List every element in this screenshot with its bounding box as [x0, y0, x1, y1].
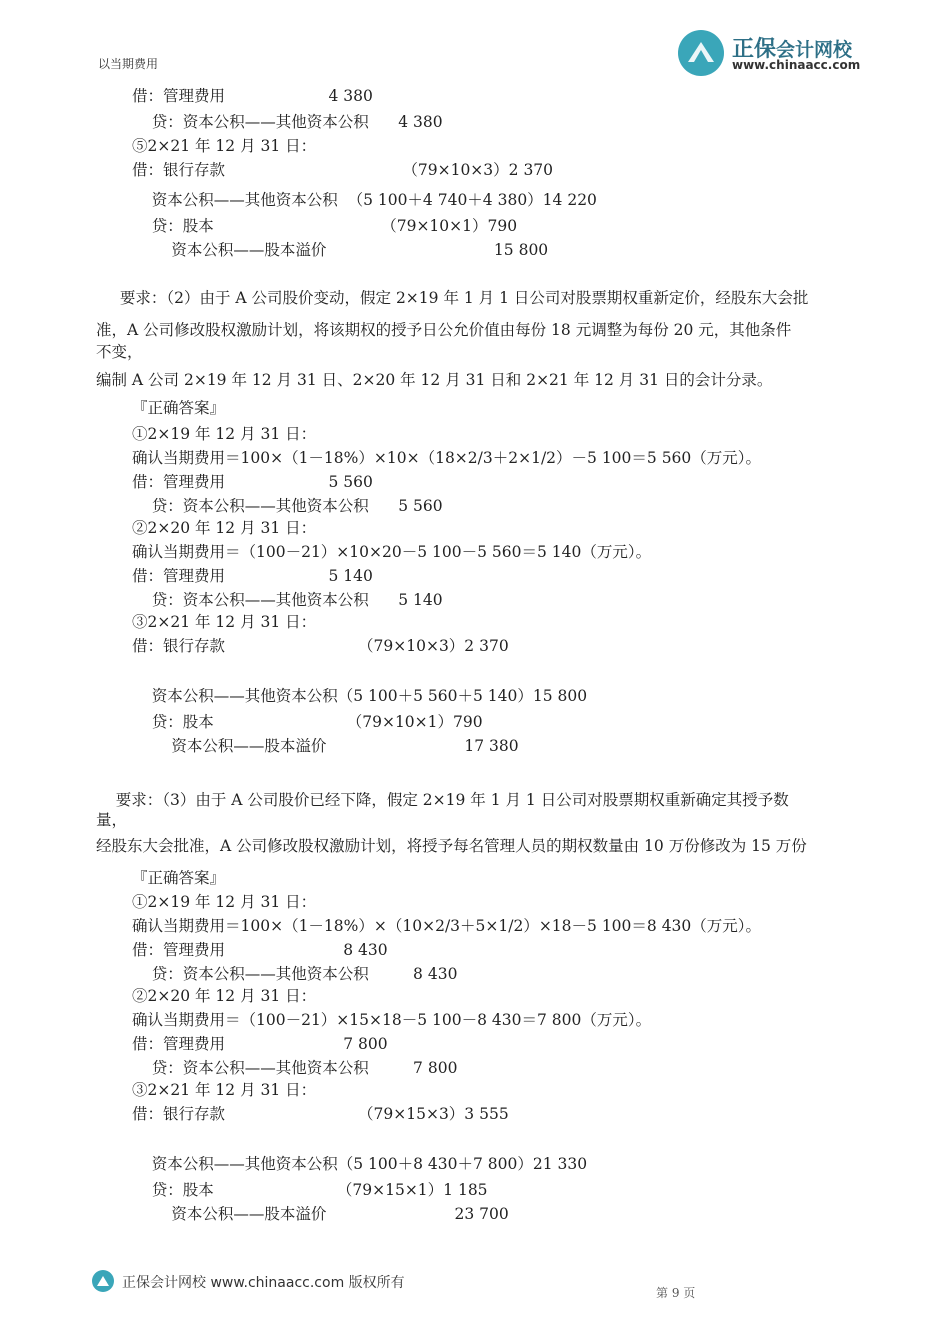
text-line: 资本公积——其他资本公积 （5 100＋4 740＋4 380）14 220	[132, 191, 597, 209]
text-line: 借：管理费用 8 430	[132, 941, 388, 959]
footer-copyright: 正保会计网校 www.chinaacc.com 版权所有	[122, 1275, 405, 1291]
page-number: 第 9 页	[656, 1286, 696, 1300]
text-line: ⑤2×21 年 12 月 31 日：	[132, 137, 317, 155]
text-line: 量，	[96, 811, 128, 829]
text-line: ③2×21 年 12 月 31 日：	[132, 613, 317, 631]
block1	[0, 86, 950, 179]
requirement-2	[0, 289, 950, 389]
text-line: 资本公积——股本溢价 15 800	[132, 241, 549, 259]
requirement-3	[0, 790, 950, 855]
text-line: ①2×19 年 12 月 31 日：	[132, 425, 317, 443]
text-line: ③2×21 年 12 月 31 日：	[132, 1081, 317, 1099]
block1b	[0, 190, 950, 259]
text-line: 贷：股本 （79×10×1）790	[132, 713, 483, 731]
text-line: 不变，	[96, 343, 143, 361]
text-line: 资本公积——其他资本公积（5 100＋5 560＋5 140）15 800	[132, 687, 588, 705]
logo-url: www.chinaacc.com	[732, 58, 861, 72]
logo-title: 正保会计网校	[732, 37, 853, 62]
text-line: 确认当期费用＝（100－21）×10×20－5 100－5 560＝5 140（万元）。	[132, 543, 652, 561]
text-line: ②2×20 年 12 月 31 日：	[132, 519, 317, 537]
text-line: 贷：股本 （79×10×1）790	[132, 217, 518, 235]
answer-heading: 『正确答案』	[132, 869, 226, 887]
text-line: 资本公积——其他资本公积（5 100＋8 430＋7 800）21 330	[132, 1155, 588, 1173]
answer-heading: 『正确答案』	[132, 399, 226, 417]
text-line: 贷：资本公积——其他资本公积 5 560	[132, 497, 443, 515]
text-line: 借：银行存款 （79×10×3）2 370	[132, 161, 554, 179]
text-line: ①2×19 年 12 月 31 日：	[132, 893, 317, 911]
text-line: 资本公积——股本溢价 17 380	[132, 737, 519, 755]
text-line: 贷：资本公积——其他资本公积 5 140	[132, 591, 443, 609]
header-logo	[678, 30, 868, 80]
text-line: 确认当期费用＝100×（1－18%）×10×（18×2/3＋2×1/2）－5 100＝5 560（万元）。	[132, 449, 762, 467]
text-line: 经股东大会批准，A 公司修改股权激励计划，将授予每名管理人员的期权数量由 10 万份修改为 15 万份	[96, 837, 807, 855]
text-line: 资本公积——股本溢价 23 700	[132, 1205, 509, 1223]
footer-logo-icon	[92, 1270, 114, 1292]
text-line: 确认当期费用＝（100－21）×15×18－5 100－8 430＝7 800（万元）。	[132, 1011, 652, 1029]
text-line: 借：管理费用 4 380	[132, 87, 373, 105]
answer-3b	[0, 1154, 950, 1223]
text-line: 要求：（3）由于 A 公司股价已经下降，假定 2×19 年 1 月 1 日公司对股票期权重新确定其授予数	[96, 791, 789, 809]
top-fragment-text: 以当期费用	[98, 57, 159, 71]
text-line: 借：银行存款 （79×15×3）3 555	[132, 1105, 509, 1123]
logo-icon	[678, 30, 724, 76]
text-line: 贷：股本 （79×15×1）1 185	[132, 1181, 488, 1199]
text-line: ②2×20 年 12 月 31 日：	[132, 987, 317, 1005]
text-line: 准，A 公司修改股权激励计划，将该期权的授予日公允价值由每份 18 元调整为每份 20 元，其他条件	[96, 321, 792, 339]
text-line: 贷：资本公积——其他资本公积 8 430	[132, 965, 458, 983]
text-line: 借：银行存款 （79×10×3）2 370	[132, 637, 509, 655]
text-line: 编制 A 公司 2×19 年 12 月 31 日、2×20 年 12 月 31 日和 2×21 年 12 月 31 日的会计分录。	[96, 371, 773, 389]
text-line: 借：管理费用 7 800	[132, 1035, 388, 1053]
text-line: 借：管理费用 5 140	[132, 567, 373, 585]
answer-2b	[0, 686, 950, 755]
text-line: 贷：资本公积——其他资本公积 4 380	[132, 113, 443, 131]
text-line: 确认当期费用＝100×（1－18%）×（10×2/3＋5×1/2）×18－5 100＝8 430（万元）。	[132, 917, 762, 935]
text-line: 要求：（2）由于 A 公司股价变动，假定 2×19 年 1 月 1 日公司对股票期权重新定价，经股东大会批	[110, 289, 809, 307]
text-line: 借：管理费用 5 560	[132, 473, 373, 491]
text-line: 贷：资本公积——其他资本公积 7 800	[132, 1059, 458, 1077]
